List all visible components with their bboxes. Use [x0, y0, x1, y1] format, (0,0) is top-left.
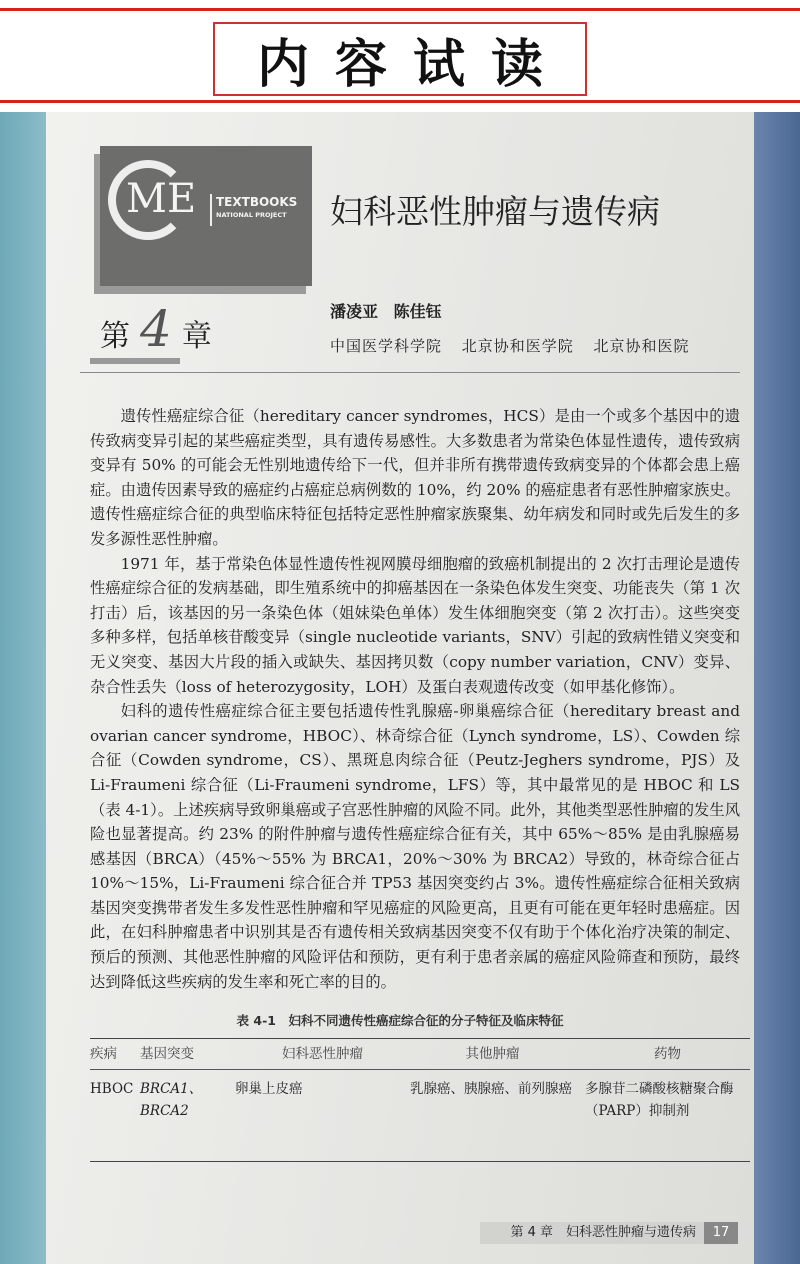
table-cell: BRCA1、BRCA2: [140, 1081, 203, 1120]
table-cell: HBOC: [90, 1081, 134, 1098]
chapter-prefix: 第: [100, 319, 130, 354]
institutions: 中国医学科学院 北京协和医学院 北京协和医院: [330, 337, 690, 355]
authors: 潘凌亚 陈佳钰: [330, 302, 442, 321]
paragraph: 妇科的遗传性癌症综合征主要包括遗传性乳腺癌-卵巢癌综合征（hereditary breast and ovarian cancer syndrome，HBOC）、林奇综合征（Lynch syndrome，LS）、Cowden 综合征（Cowden syndrome，CS）、黑斑息肉综合征（Peutz-Jeghers syndrome，PJS）及 Li-Fraumeni 综合征（Li-Fraumeni syndrome，LFS）等，其中最常见的是 HBOC 和 LS（表 4-1）。上述疾病导致卵巢癌或子宫恶性肿瘤的风险不同。此外，其他类型恶性肿瘤的发生风险也显著提高。约 23% 的附件肿瘤与遗传性癌症综合征有关，其中 65%～85% 是由乳腺癌易感基因（BRCA）（45%～55% 为 BRCA1，20%～30% 为 BRCA2）导致的，林奇综合征占 10%～15%，Li-Fraumeni 综合征合并 TP53 基因突变约占 3%。遗传性癌症综合征相关致病基因突变携带者发生多发性恶性肿瘤和罕见癌症的风险更高，且更有可能在更年轻时患癌症。因此，在妇科肿瘤患者中识别其是否有遗传相关致病基因突变不仅有助于个体化治疗决策的制定、预后的预测、其他恶性肿瘤的风险评估和预防，更有利于患者亲属的癌症风险筛查和预防，最终达到降低这些疾病的发生率和死亡率的目的。: [90, 702, 740, 991]
page-number: 17: [704, 1222, 738, 1244]
table-cell: 卵巢上皮癌: [235, 1081, 303, 1098]
table-header-row: [90, 1038, 750, 1070]
logo-me: ME: [126, 176, 197, 222]
table-caption: 表 4-1 妇科不同遗传性癌症综合征的分子特征及临床特征: [236, 1013, 564, 1029]
chapter-suffix: 章: [181, 319, 212, 354]
table-cell: 乳腺癌、胰腺癌、前列腺癌: [410, 1081, 572, 1098]
column-header: 药物: [654, 1046, 681, 1063]
running-title: 第 4 章 妇科恶性肿瘤与遗传病: [510, 1225, 696, 1241]
table-row: [90, 1070, 750, 1162]
table-cell: 多腺苷二磷酸核糖聚合酶（PARP）抑制剂: [585, 1081, 734, 1120]
page-footer: [480, 1222, 738, 1244]
chapter-title: 妇科恶性肿瘤与遗传病: [330, 192, 660, 231]
paragraph: 1971 年，基于常染色体显性遗传性视网膜母细胞瘤的致癌机制提出的 2 次打击理论是遗传性癌症综合征的发病基础，即生殖系统中的抑癌基因在一条染色体发生突变、功能丧失（第 1 次打击）后，该基因的另一条染色体（姐妹染色单体）发生体细胞突变（第 2 次打击）。这些突变多种多样，包括单核苷酸变异（single nucleotide variants，SNV）引起的致病性错义突变和无义突变、基因大片段的插入或缺失、基因拷贝数（copy number variation，CNV）变异、杂合性丢失（loss of heterozygosity，LOH）及蛋白表观遗传改变（如甲基化修饰）。: [90, 554, 740, 696]
logo-line1: TEXTBOOKS: [216, 195, 298, 209]
banner-label: 内容试读: [256, 34, 569, 95]
logo-line2: NATIONAL PROJECT: [216, 211, 287, 219]
column-header: 疾病: [90, 1046, 117, 1063]
column-header: 妇科恶性肿瘤: [282, 1046, 363, 1063]
column-header: 基因突变: [140, 1046, 194, 1063]
column-header: 其他肿瘤: [465, 1046, 520, 1063]
paragraph: 遗传性癌症综合征（hereditary cancer syndromes，HCS）是由一个或多个基因中的遗传致病变异引起的某些癌症类型，具有遗传易感性。大多数患者为常染色体显性遗传，遗传致病变异有 50% 的可能会无性别地遗传给下一代，但并非所有携带遗传致病变异的个体都会患上癌症。由遗传因素导致的癌症约占癌症总病例数的 10%，约 20% 的癌症患者有恶性肿瘤家族史。遗传性癌症综合征的典型临床特征包括特定恶性肿瘤家族聚集、幼年病发和同时或先后发生的多发多源性恶性肿瘤。: [90, 407, 740, 548]
table: [90, 1038, 750, 1162]
body-text: [90, 404, 740, 994]
chapter-digit: 4: [140, 300, 172, 358]
